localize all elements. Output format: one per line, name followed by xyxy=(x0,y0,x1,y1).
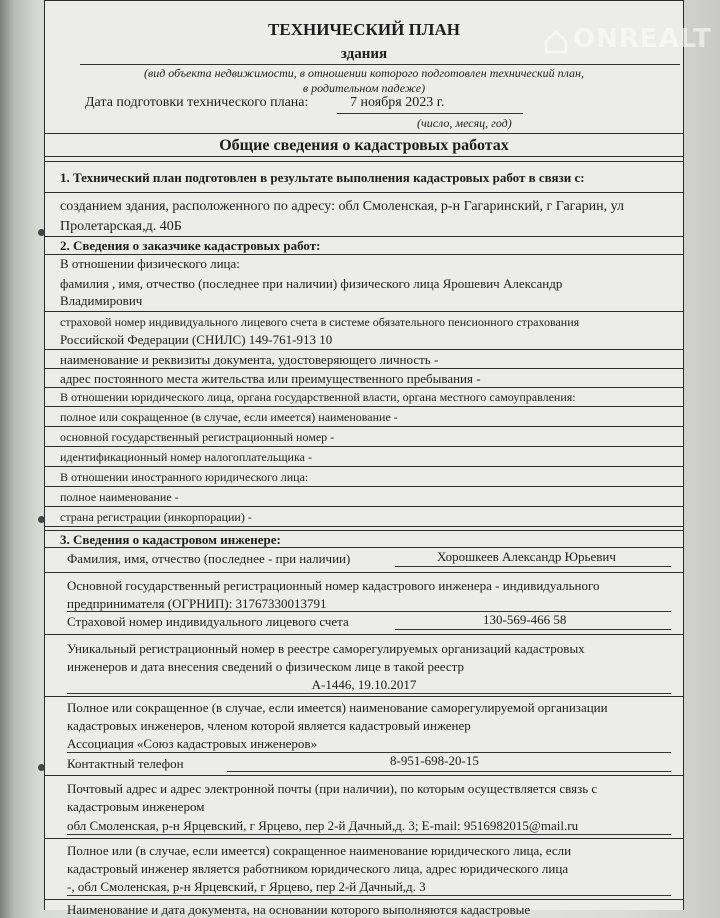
engineer-snils-value: 130-569-466 58 xyxy=(483,612,567,627)
section-1-title: 1. Технический план подготовлен в результате выполнения кадастровых работ в связи с: xyxy=(60,170,585,185)
engineer-mail-value: обл Смоленская, р-н Ярцевский, г Ярцево, пер 2-й Дачный,д. 3; E-mail: 9516982015@mail.ru xyxy=(67,818,579,833)
prep-date-note: (число, месяц, год) xyxy=(417,116,512,130)
engineer-employer-value: -, обл Смоленская, р-н Ярцевский, г Ярцево, пер 2-й Дачный,д. 3 xyxy=(67,879,426,894)
foreign-entity-name: полное наименование - xyxy=(60,490,179,504)
customer-fio-line-2: Владимирович xyxy=(60,293,143,308)
customer-address: адрес постоянного места жительства или преимущественного пребывания - xyxy=(60,371,481,386)
prep-date-value: 7 ноября 2023 г. xyxy=(350,95,445,110)
prep-date-label: Дата подготовки технического плана: xyxy=(85,95,309,110)
engineer-employer-line-1: Полное или (в случае, если имеется) сокращенное наименование юридического лица, если xyxy=(67,843,572,858)
section-2-title: 2. Сведения о заказчике кадастровых работ: xyxy=(60,238,321,253)
binder-mark xyxy=(38,516,45,523)
binder-mark xyxy=(38,229,45,236)
customer-snils-line-2: Российской Федерации (СНИЛС) 149-761-913 10 xyxy=(60,332,333,347)
engineer-fio-value: Хорошкеев Александр Юрьевич xyxy=(437,549,616,564)
legal-entity-inn: идентификационный номер налогоплательщика - xyxy=(60,450,312,464)
engineer-mail-line-2: кадастровым инженером xyxy=(67,799,205,814)
engineer-phone-label: Контактный телефон xyxy=(67,756,184,771)
legal-entity-header: В отношении юридического лица, органа государственной власти, органа местного самоуправления: xyxy=(60,390,576,404)
foreign-entity-country: страна регистрации (инкорпорации) - xyxy=(60,510,252,524)
section-1-text-line-2: Пролетарская,д. 40Б xyxy=(60,219,182,234)
engineer-sro-line-1: Уникальный регистрационный номер в реестре саморегулируемых организаций кадастровых xyxy=(67,641,585,656)
customer-id-document: наименование и реквизиты документа, удостоверяющего личность - xyxy=(60,352,439,367)
object-type-note-1: (вид объекта недвижимости, в отношении которого подготовлен технический план, xyxy=(144,66,584,80)
engineer-org-line-1: Полное или сокращенное (в случае, если имеется) наименование саморегулируемой организации xyxy=(67,700,608,715)
foreign-entity-header: В отношении иностранного юридического лица: xyxy=(60,470,309,484)
engineer-ogrnip-line-1: Основной государственный регистрационный номер кадастрового инженера - индивидуального xyxy=(67,578,600,593)
watermark-text: ONREALT xyxy=(573,24,712,54)
document-title: ТЕХНИЧЕСКИЙ ПЛАН xyxy=(268,20,460,39)
engineer-org-value: Ассоциация «Союз кадастровых инженеров» xyxy=(67,736,318,751)
object-type-note-2: в родительном падеже) xyxy=(302,81,426,95)
document-sheet xyxy=(44,0,712,917)
engineer-employer-line-2: кадастровый инженер является работником юридического лица, адрес юридического лица xyxy=(67,861,569,876)
engineer-sro-line-2: инженеров и дата внесения сведений о физическом лице в такой реестр xyxy=(67,659,464,674)
engineer-phone-value: 8-951-698-20-15 xyxy=(390,753,479,768)
individual-header: В отношении физического лица: xyxy=(60,256,240,271)
legal-entity-name: полное или сокращенное (в случае, если имеется) наименование - xyxy=(60,410,398,424)
engineer-document-line-partial: Наименование и дата документа, на основании которого выполняются кадастровые xyxy=(67,902,531,917)
customer-snils-line-1: страховой номер индивидуального лицевого счета в системе обязательного пенсионного страхования xyxy=(60,315,580,329)
binder-mark xyxy=(38,764,45,771)
section-1-text-line-1: созданием здания, расположенного по адресу: обл Смоленская, р-н Гагаринский, г Гагарин, ул xyxy=(60,199,624,214)
section-3-title: 3. Сведения о кадастровом инженере: xyxy=(60,532,281,547)
engineer-sro-value: А-1446, 19.10.2017 xyxy=(311,677,417,692)
customer-fio-line-1: фамилия , имя, отчество (последнее при наличии) физического лица Ярошевич Александр xyxy=(60,276,563,291)
object-type: здания xyxy=(340,46,388,62)
engineer-fio-label: Фамилия, имя, отчество (последнее - при наличии) xyxy=(67,551,351,566)
general-title: Общие сведения о кадастровых работах xyxy=(219,137,509,154)
engineer-mail-line-1: Почтовый адрес и адрес электронной почты (при наличии), по которым осуществляется связь с xyxy=(67,781,598,796)
legal-entity-ogrn: основной государственный регистрационный номер - xyxy=(60,430,335,444)
engineer-ogrnip-line-2: предпринимателя (ОГРНИП): 31767330013791 xyxy=(67,596,327,611)
engineer-snils-label: Страховой номер индивидуального лицевого счета xyxy=(67,614,349,629)
engineer-org-line-2: кадастровых инженеров, членом которой является кадастровый инженер xyxy=(67,718,471,733)
